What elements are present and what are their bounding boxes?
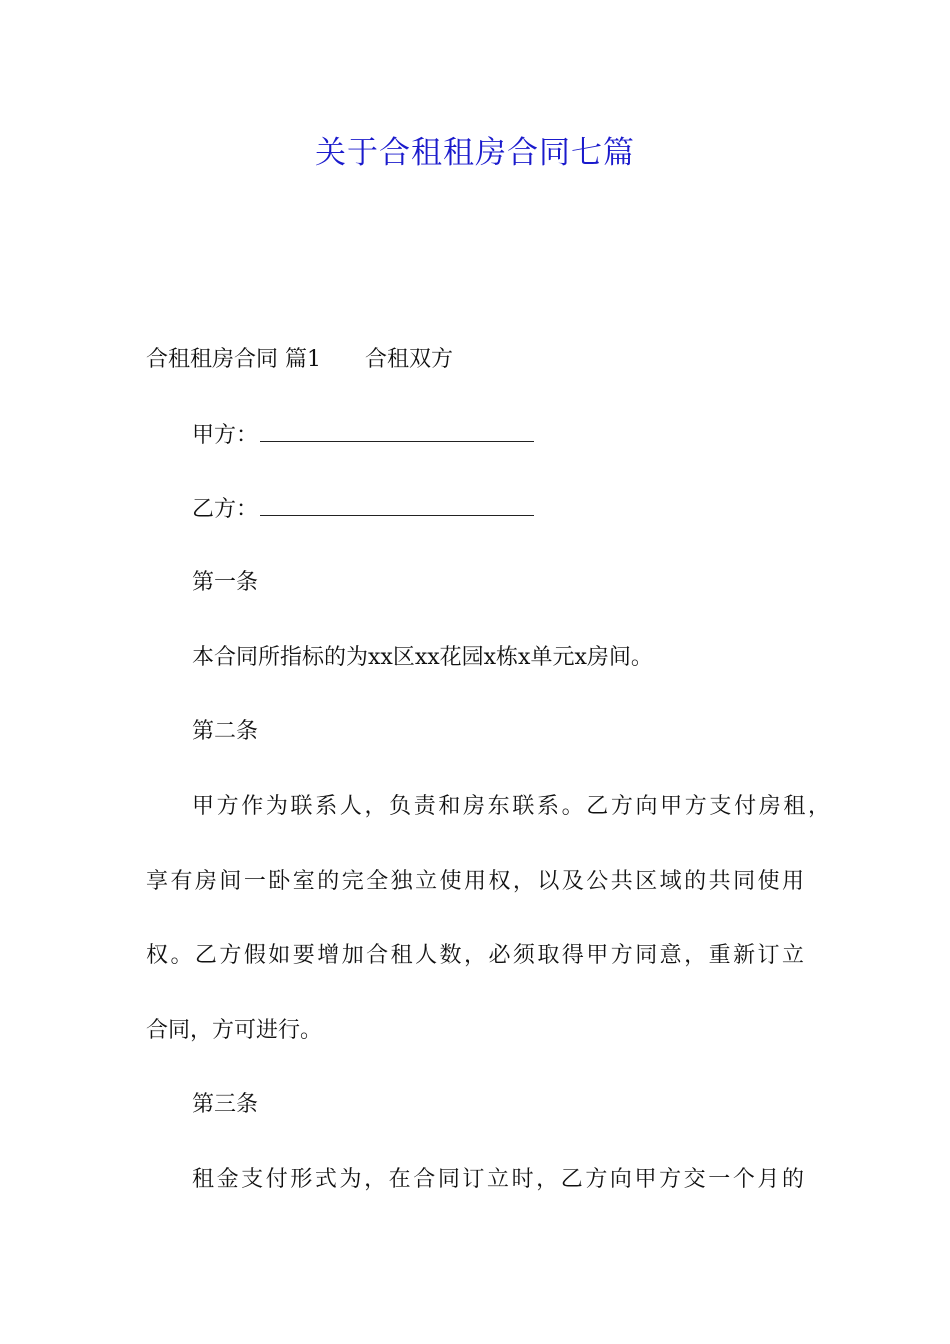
article-3-title: 第三条 (192, 1092, 259, 1117)
article-1-text: 本合同所指标的为xx区xx花园x栋x单元x房间。 (192, 645, 653, 670)
party-b-blank (260, 489, 534, 516)
article-1-title: 第一条 (192, 570, 259, 595)
article-2-line: 权。乙方假如要增加合租人数，必须取得甲方同意，重新订立 (146, 943, 804, 968)
article-2-line: 享有房间一卧室的完全独立使用权，以及公共区域的共同使用 (146, 869, 804, 894)
article-3-line: 租金支付形式为，在合同订立时，乙方向甲方交一个月的 (192, 1167, 804, 1192)
article-2-title: 第二条 (192, 719, 259, 744)
party-a-label: 甲方： (192, 423, 259, 448)
section-heading-line (146, 340, 453, 380)
party-b-label: 乙方： (192, 497, 259, 522)
section-subheading: 合租双方 (365, 347, 454, 372)
party-a-blank (260, 415, 534, 442)
party-b-line (192, 489, 534, 530)
section-heading: 合租租房合同 篇1 (146, 347, 321, 372)
article-2-line: 甲方作为联系人，负责和房东联系。乙方向甲方支付房租， (192, 794, 830, 819)
article-2-line: 合同，方可进行。 (146, 1018, 323, 1043)
document-title: 关于合租租房合同七篇 (315, 135, 635, 171)
party-a-line (192, 415, 534, 456)
